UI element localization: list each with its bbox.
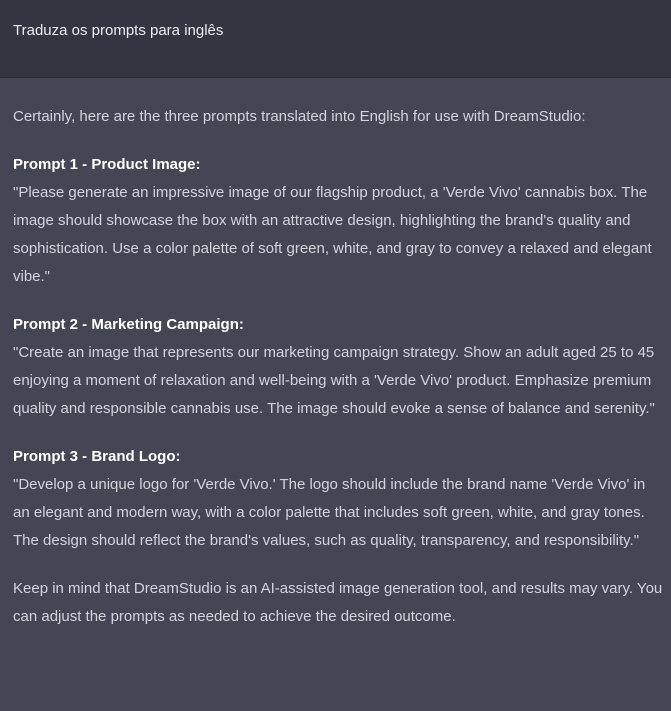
prompt-item bbox=[13, 443, 665, 555]
assistant-message bbox=[0, 79, 671, 711]
prompt-body: "Create an image that represents our marketing campaign strategy. Show an adult aged 25 to 45 enjoying a moment of relaxation and well-being with a 'Verde Vivo' product. Emphasize premium quality and responsible cannabis use. The image should evoke a sense of balance and serenity." bbox=[13, 344, 655, 417]
prompt-title: Prompt 2 - Marketing Campaign: bbox=[13, 316, 244, 333]
prompt-title: Prompt 1 - Product Image: bbox=[13, 156, 201, 173]
prompt-body: "Develop a unique logo for 'Verde Vivo.' The logo should include the brand name 'Verde Vivo' in an elegant and modern way, with a color palette that includes soft green, white, and gray tones. The design should reflect the brand's values, such as quality, transparency, and responsibility." bbox=[13, 476, 646, 549]
prompt-item bbox=[13, 311, 665, 423]
prompt-body: "Please generate an impressive image of our flagship product, a 'Verde Vivo' cannabis box. The image should showcase the box with an attractive design, highlighting the brand's quality and sophistication. Use a color palette of soft green, white, and gray to convey a relaxed and elegant vibe." bbox=[13, 184, 652, 285]
assistant-intro: Certainly, here are the three prompts translated into English for use with DreamStudio: bbox=[13, 108, 586, 125]
assistant-message-content bbox=[13, 103, 665, 631]
user-message-text: Traduza os prompts para inglês bbox=[13, 22, 224, 39]
assistant-closing: Keep in mind that DreamStudio is an AI-assisted image generation tool, and results may vary. You can adjust the prompts as needed to achieve the desired outcome. bbox=[13, 580, 663, 625]
user-message bbox=[0, 0, 671, 78]
prompt-item bbox=[13, 151, 665, 291]
prompt-title: Prompt 3 - Brand Logo: bbox=[13, 448, 181, 465]
